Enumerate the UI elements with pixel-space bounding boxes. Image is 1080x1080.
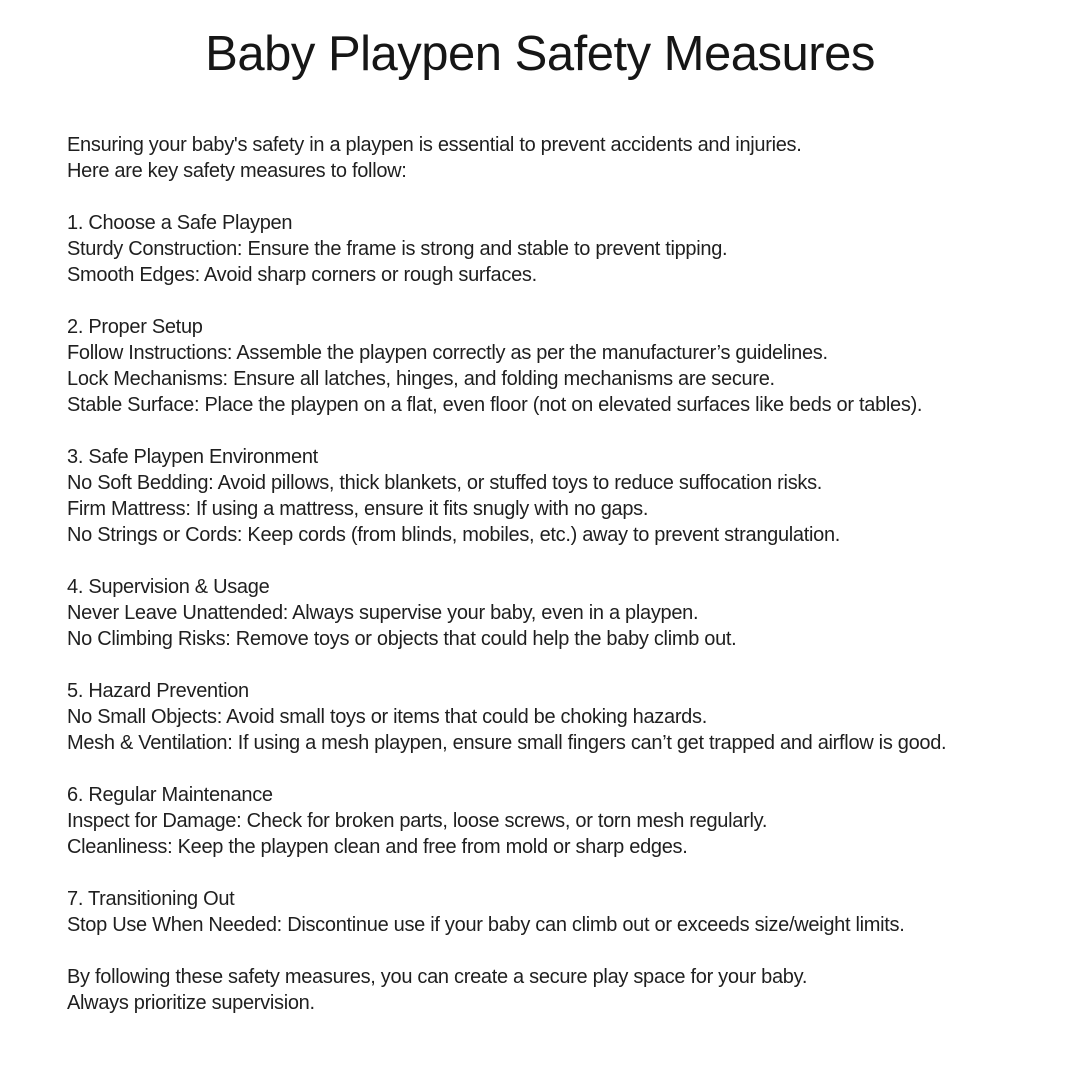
text-line: No Soft Bedding: Avoid pillows, thick blankets, or stuffed toys to reduce suffocation risks.: [67, 471, 823, 494]
outro-paragraph: [67, 964, 1040, 1016]
section-heading: 3. Safe Playpen Environment: [67, 445, 318, 468]
intro-paragraph: [67, 132, 1040, 184]
section-regular-maintenance: [67, 782, 1040, 860]
page-title: Baby Playpen Safety Measures: [205, 27, 875, 81]
text-line: Smooth Edges: Avoid sharp corners or rough surfaces.: [67, 263, 537, 286]
text-line: Stable Surface: Place the playpen on a flat, even floor (not on elevated surfaces like beds or tables).: [67, 393, 923, 416]
text-line: No Small Objects: Avoid small toys or items that could be choking hazards.: [67, 705, 707, 728]
section-heading: 1. Choose a Safe Playpen: [67, 211, 293, 234]
text-line: Lock Mechanisms: Ensure all latches, hinges, and folding mechanisms are secure.: [67, 367, 775, 390]
text-line: Never Leave Unattended: Always supervise your baby, even in a playpen.: [67, 601, 699, 624]
text-line: Inspect for Damage: Check for broken parts, loose screws, or torn mesh regularly.: [67, 809, 768, 832]
text-line: No Strings or Cords: Keep cords (from blinds, mobiles, etc.) away to prevent strangulation.: [67, 523, 841, 546]
text-line: No Climbing Risks: Remove toys or objects that could help the baby climb out.: [67, 627, 737, 650]
text-line: Stop Use When Needed: Discontinue use if your baby can climb out or exceeds size/weight limits.: [67, 913, 905, 936]
text-line: Sturdy Construction: Ensure the frame is strong and stable to prevent tipping.: [67, 237, 728, 260]
section-heading: 2. Proper Setup: [67, 315, 203, 338]
text-line: Ensuring your baby's safety in a playpen is essential to prevent accidents and injuries.: [67, 133, 802, 156]
text-line: Cleanliness: Keep the playpen clean and free from mold or sharp edges.: [67, 835, 688, 858]
section-hazard-prevention: [67, 678, 1040, 756]
document-body: [67, 132, 1040, 1016]
text-line: Mesh & Ventilation: If using a mesh playpen, ensure small fingers can’t get trapped and airflow is good.: [67, 731, 947, 754]
section-proper-setup: [67, 314, 1040, 418]
text-line: Follow Instructions: Assemble the playpen correctly as per the manufacturer’s guidelines.: [67, 341, 828, 364]
section-supervision-usage: [67, 574, 1040, 652]
text-line: Here are key safety measures to follow:: [67, 159, 407, 182]
text-line: Always prioritize supervision.: [67, 991, 315, 1014]
section-heading: 4. Supervision & Usage: [67, 575, 270, 598]
text-line: Firm Mattress: If using a mattress, ensure it fits snugly with no gaps.: [67, 497, 649, 520]
section-heading: 7. Transitioning Out: [67, 887, 235, 910]
text-line: By following these safety measures, you can create a secure play space for your baby.: [67, 965, 808, 988]
section-choose-safe-playpen: [67, 210, 1040, 288]
section-heading: 6. Regular Maintenance: [67, 783, 273, 806]
section-transitioning-out: [67, 886, 1040, 938]
section-safe-environment: [67, 444, 1040, 548]
section-heading: 5. Hazard Prevention: [67, 679, 249, 702]
